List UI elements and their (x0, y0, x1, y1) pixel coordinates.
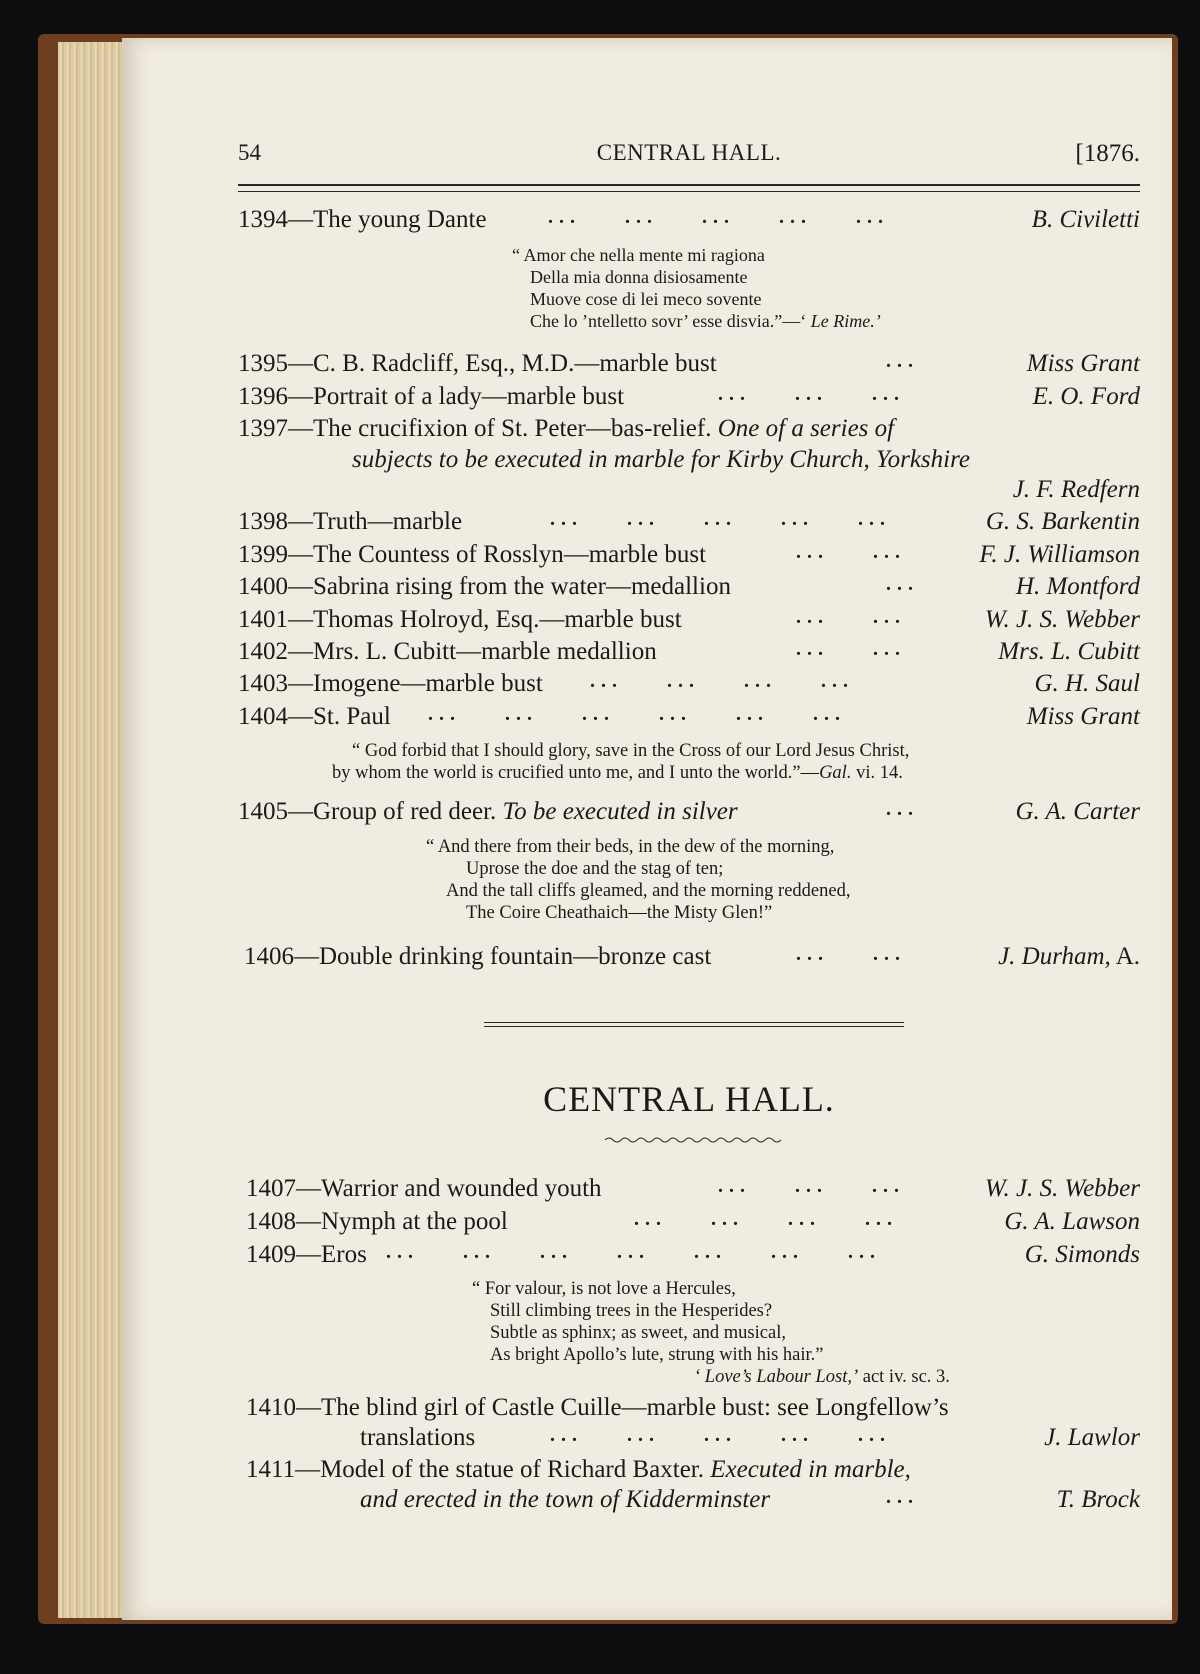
artist-name: J. Lawlor (1044, 1424, 1140, 1451)
catalogue-entry: 1411—Model of the statue of Richard Baxter. Executed in marble, (246, 1456, 911, 1483)
catalogue-entry-artist-line (238, 476, 1140, 508)
catalogue-entry: 1405—Group of red deer. To be executed in silver ... G. A. Carter (238, 798, 1140, 825)
quote-eros: “ For valour, is not love a Hercules, Still climbing trees in the Hesperides? Subtle as sphinx; as sweet, and musical, As bright Apollo’s lute, strung with his hair.” ‘ Love’s Labour Lost,’ act iv. sc. 3. (472, 1279, 950, 1387)
catalogue-entry: 1402—Mrs. L. Cubitt—marble medallion ... ... Mrs. L. Cubitt (238, 638, 1140, 665)
artist-name: J. F. Redfern (1012, 476, 1140, 503)
artist-name: G. A. Lawson (1004, 1208, 1140, 1235)
leader-dots: ... ... ... ... ... (548, 206, 889, 228)
artist-name: G. S. Barkentin (985, 508, 1140, 535)
catalogue-entry: 1409—Eros ... ... ... ... ... ... ... G. Simonds (246, 1241, 1140, 1268)
artist-name: W. J. S. Webber (984, 1175, 1140, 1202)
section-title: CENTRAL HALL. (543, 1079, 835, 1119)
catalogue-entry: 1407—Warrior and wounded youth ... ... ... W. J. S. Webber (246, 1175, 1140, 1202)
artist-name: Mrs. L. Cubitt (998, 638, 1140, 665)
artist-name: J. Durham, (998, 943, 1111, 970)
catalogue-entry: 1401—Thomas Holroyd, Esq.—marble bust ... ... W. J. S. Webber (238, 606, 1140, 633)
artist-name: E. O. Ford (1032, 383, 1140, 410)
catalogue-entry: 1399—The Countess of Rosslyn—marble bust ... ... F. J. Williamson (238, 541, 1140, 568)
page-header (238, 140, 1140, 174)
catalogue-entry-continuation: and erected in the town of Kidderminster ... T. Brock (360, 1486, 1140, 1513)
entry-continuation: subjects to be executed in marble for Kirby Church, Yorkshire (352, 446, 970, 473)
artist-name: B. Civiletti (1031, 206, 1140, 233)
entry-number: 1394—The young Dante (238, 206, 487, 233)
catalogue-entry: 1400—Sabrina rising from the water—medallion ... H. Montford (238, 573, 1140, 600)
artist-name: G. H. Saul (1034, 670, 1140, 697)
catalogue-entry: 1408—Nymph at the pool ... ... ... ... G. A. Lawson (246, 1208, 1140, 1235)
section-divider (484, 1022, 904, 1027)
artist-name: H. Montford (1015, 573, 1140, 600)
catalogue-entry (238, 206, 1140, 238)
catalogue-entry: 1395—C. B. Radcliff, Esq., M.D.—marble bust ... Miss Grant (238, 350, 1140, 377)
catalogue-entry: 1398—Truth—marble ... ... ... ... ... G. S. Barkentin (238, 508, 1140, 535)
year-label: [1876. (1075, 140, 1140, 167)
artist-name: W. J. S. Webber (984, 606, 1140, 633)
catalogue-entry: 1397—The crucifixion of St. Peter—bas-relief. One of a series of (238, 415, 895, 442)
artist-name: T. Brock (1056, 1486, 1140, 1513)
artist-name: Miss Grant (1026, 703, 1140, 730)
ornament-squiggle (605, 1136, 785, 1144)
page-number: 54 (238, 140, 261, 165)
quote-deer: “ And there from their beds, in the dew of the morning, Uprose the doe and the stag of ten; And the tall cliffs gleamed, and the morning reddened, The Coire Cheathaich—the Misty Glen!” (426, 837, 851, 923)
artist-name: G. A. Carter (1015, 798, 1140, 825)
catalogue-entry-continuation: translations ... ... ... ... ... J. Lawlor (360, 1424, 1140, 1451)
artist-name: F. J. Williamson (979, 541, 1140, 568)
catalogue-entry: 1406—Double drinking fountain—bronze cast ... ... J. Durham, A. (244, 943, 1140, 970)
quote-paul: “ God forbid that I should glory, save in the Cross of our Lord Jesus Christ, by whom the world is crucified unto me, and I unto the world.”—Gal. vi. 14. (332, 741, 910, 783)
catalogue-entry: 1396—Portrait of a lady—marble bust ... ... ... E. O. Ford (238, 383, 1140, 410)
header-rule (238, 184, 1140, 192)
artist-name: Miss Grant (1026, 350, 1140, 377)
running-title: CENTRAL HALL. (596, 140, 782, 165)
catalogue-entry: 1404—St. Paul ... ... ... ... ... ... Miss Grant (238, 703, 1140, 730)
artist-name: G. Simonds (1024, 1241, 1140, 1268)
quote-dante: “ Amor che nella mente mi ragiona Della mia donna disiosamente Muove cose di lei meco sovente Che lo ’ntelletto sovr’ esse disvia.”—‘ Le Rime.’ (512, 245, 881, 331)
catalogue-entry: 1410—The blind girl of Castle Cuille—marble bust: see Longfellow’s (246, 1394, 949, 1421)
catalogue-entry: 1403—Imogene—marble bust ... ... ... ... G. H. Saul (238, 670, 1140, 697)
